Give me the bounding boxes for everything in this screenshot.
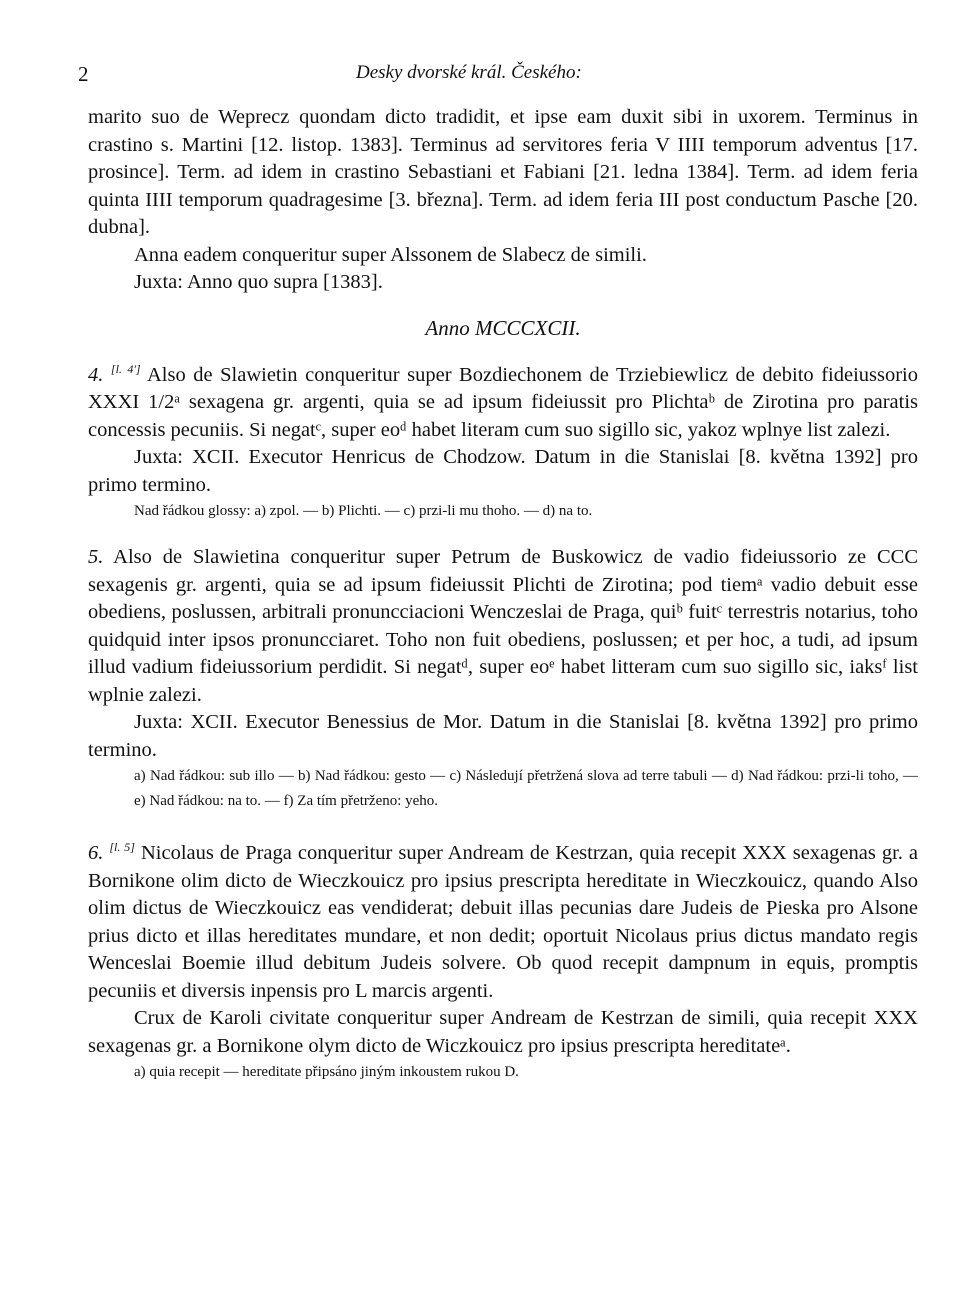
entry-text: Also de Slawietina conqueritur super Petrum de Buskowicz de vadio fideiussorio ze CCC sexagenis gr. argenti, quia se ad ipsum fideiussit Plichti de Zirotina; pod tiemᵃ vadio debuit esse obediens, poslussen, arbitrali pronuncciacioni Wenczeslai de Praga, quiᵇ fuitᶜ terrestris notarius, toho quidquid inter ipsos pronuncciaret. Toho non fuit obediens, poslussen; et per hoc, a tudi, ad ipsum illud vadium fideiussorium perdidit. Si negatᵈ, super eoᵉ habet litteram cum suo sigillo sic, iaksᶠ list wplnie zalezi. — [88, 546, 919, 706]
running-title: Desky dvorské král. Českého: — [356, 62, 582, 83]
footnote: Nad řádkou glossy: a) zpol. — b) Plichti. — c) przi-li mu thoho. — d) na to. — [134, 503, 593, 520]
entry-4 — [88, 356, 918, 524]
entry-number: 5. — [88, 546, 104, 569]
page-header — [78, 58, 918, 92]
entry-juxta: Juxta: XCII. Executor Henricus de Chodzow. Datum in die Stanislai [8. května 1392] pro primo termino. — [88, 446, 918, 496]
entry-juxta: Juxta: XCII. Executor Benessius de Mor. Datum in die Stanislai [8. května 1392] pro primo termino. — [88, 711, 918, 761]
entry-5 — [88, 544, 918, 814]
page-number: 2 — [78, 62, 89, 86]
folio-reference: [l. 5] — [109, 840, 135, 855]
entry-text: Nicolaus de Praga conqueritur super Andream de Kestrzan, quia recepit XXX sexagenas gr. a Bornikone olim dicto de Wieczkouicz pro ipsius prescripta hereditate in Wieczkouicz, quando Also olim dictus de Wieczkouicz eas vendiderat; debuit illas pecunias dare Judeis de Pieska pro Alsone prius dicto et illas hereditates mundare, et non dedit; oportuit Nicolaus prius dictus mandato regis Wenceslai Boemie illud debitum Judeis solvere. Ob quod recepit dampnum in equis, promptis pecuniis et diversis inpensis pro L marcis argenti. — [88, 842, 919, 1002]
paragraph-prev-1: marito suo de Weprecz quondam dicto tradidit, et ipse eam duxit sibi in uxorem. Terminus in crastino s. Martini [12. listop. 1383]. Terminus ad servitores feria V IIII temporum adventus [17. prosince]. Term. ad idem in crastino Sebastiani et Fabiani [21. ledna 1384]. Term. ad idem feria quinta IIII temporum quadragesime [3. března]. Term. ad idem feria III post conductum Pasche [20. dubna]. — [88, 106, 918, 238]
entry-number: 4. — [88, 363, 104, 386]
entry-text-2: Crux de Karoli civitate conqueritur super Andream de Kestrzan de simili, quia recepit XXX sexagenas gr. a Bornikone olym dicto de Wiczkouicz pro ipsius prescripta hereditateᵃ. — [88, 1007, 918, 1057]
year-heading: Anno MCCCXCII. — [425, 315, 581, 340]
entry-number: 6. — [88, 842, 104, 865]
paragraph-prev-2: Anna eadem conqueritur super Alssonem de Slabecz de simili. — [134, 243, 647, 266]
folio-reference: [l. 4'] — [110, 362, 141, 376]
footnote: a) Nad řádkou: sub illo — b) Nad řádkou: gesto — c) Následují přetržená slova ad terre tabuli — d) Nad řádkou: przi-li toho, — e) Nad řádkou: na to. — f) Za tím přetrženo: yeho. — [134, 768, 918, 810]
page — [78, 58, 919, 1085]
paragraph-prev-juxta: Juxta: Anno quo supra [1383]. — [134, 271, 383, 293]
footnote: a) quia recepit — hereditate připsáno jiným inkoustem rukou D. — [134, 1064, 519, 1081]
entry-text: Also de Slawietin conqueritur super Bozdiechonem de Trziebiewlicz de debito fideiussorio XXXI 1/2ᵃ sexagena gr. argenti, quia se ad ipsum fideiussit pro Plichtaᵇ de Zirotina pro paratis concessis pecuniis. Si negatᶜ, super eoᵈ habet literam cum suo sigillo sic, yakoz wplnye list zalezi. — [88, 363, 918, 441]
entry-6 — [88, 834, 918, 1085]
